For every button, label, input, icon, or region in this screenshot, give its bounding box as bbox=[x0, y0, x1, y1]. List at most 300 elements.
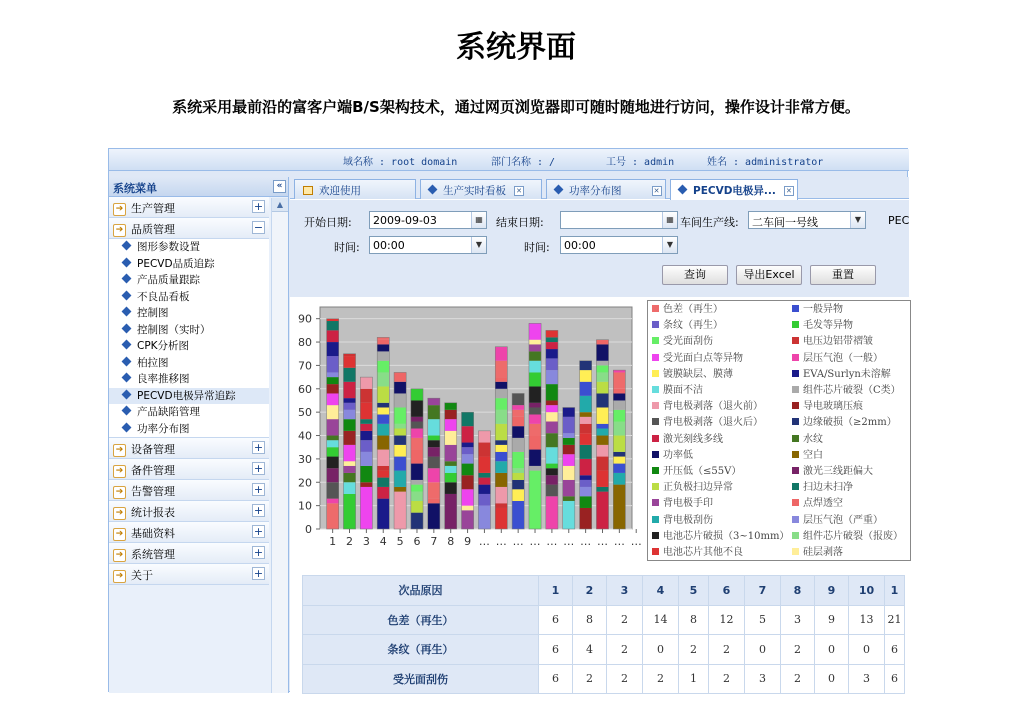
bar-segment bbox=[563, 433, 575, 438]
x-tick-label: 7 bbox=[430, 535, 438, 548]
arrow-right-icon: ➔ bbox=[113, 444, 126, 457]
expand-icon[interactable]: + bbox=[253, 567, 264, 580]
bar-segment bbox=[580, 433, 592, 445]
bar-segment bbox=[512, 417, 524, 426]
bar-segment bbox=[546, 330, 558, 337]
menu-group-label: 系统管理 bbox=[131, 548, 175, 561]
bar-segment bbox=[411, 400, 423, 416]
bar-segment bbox=[327, 321, 339, 330]
bar-segment bbox=[563, 407, 575, 416]
expand-icon[interactable]: + bbox=[253, 200, 264, 213]
bar-segment bbox=[394, 372, 406, 381]
bar-segment bbox=[529, 344, 541, 351]
row-label: 受光面刮伤 bbox=[303, 664, 539, 694]
table-col-header: 1 bbox=[885, 576, 905, 606]
table-cell: 5 bbox=[745, 605, 781, 635]
bar-segment bbox=[343, 419, 355, 431]
bar-segment bbox=[327, 384, 339, 393]
bar-segment bbox=[529, 466, 541, 471]
bar-segment bbox=[360, 424, 372, 431]
legend-label: 条纹（再生） bbox=[663, 320, 723, 332]
dept-info: 部门名称 : / bbox=[491, 157, 556, 168]
submenu-item-label: 控制图（实时） bbox=[137, 323, 211, 336]
bar-segment bbox=[428, 482, 440, 498]
bar-segment bbox=[546, 370, 558, 384]
legend-label: 受光面刮伤 bbox=[663, 336, 713, 348]
bar-segment bbox=[495, 347, 507, 361]
table-col-header: 8 bbox=[781, 576, 815, 606]
table-cell: 14 bbox=[643, 605, 679, 635]
y-tick-label: 10 bbox=[298, 499, 312, 513]
bar-segment bbox=[512, 410, 524, 417]
submenu-item[interactable] bbox=[109, 388, 269, 405]
bar-segment bbox=[495, 424, 507, 440]
bar-segment bbox=[478, 431, 490, 443]
bar-segment bbox=[596, 436, 608, 445]
expand-icon[interactable]: + bbox=[253, 546, 264, 559]
arrow-right-icon: ➔ bbox=[113, 570, 126, 583]
legend-swatch bbox=[792, 451, 799, 458]
legend-swatch bbox=[652, 532, 659, 539]
menu-group-label: 备件管理 bbox=[131, 464, 175, 477]
bar-segment bbox=[529, 361, 541, 373]
expand-icon[interactable]: + bbox=[253, 441, 264, 454]
table-row bbox=[303, 635, 905, 665]
bar-segment bbox=[495, 389, 507, 398]
table-cell: 2 bbox=[781, 664, 815, 694]
legend-label: 组件芯片破裂（C类） bbox=[803, 385, 901, 396]
bar-segment bbox=[613, 464, 625, 473]
bar-segment bbox=[343, 431, 355, 445]
bar-segment bbox=[343, 494, 355, 529]
x-tick-label: … bbox=[529, 535, 541, 548]
bar-segment bbox=[580, 508, 592, 529]
table-cell: 2 bbox=[709, 635, 745, 665]
legend-swatch bbox=[792, 321, 799, 328]
menu-group[interactable] bbox=[109, 501, 269, 522]
bar-segment bbox=[360, 487, 372, 529]
bar-segment bbox=[580, 417, 592, 424]
end-date-field[interactable] bbox=[560, 211, 678, 229]
bar-segment bbox=[461, 475, 473, 489]
submenu-item[interactable] bbox=[109, 289, 269, 306]
table-cell: 6 bbox=[885, 635, 905, 665]
bar-segment bbox=[478, 478, 490, 485]
bar-segment bbox=[377, 436, 389, 450]
table-cell: 0 bbox=[815, 664, 849, 694]
legend-label: 导电玻璃压痕 bbox=[803, 401, 863, 413]
bar-segment bbox=[428, 440, 440, 447]
bar-segment bbox=[580, 487, 592, 496]
submenu-item-label: 控制图 bbox=[137, 307, 169, 319]
bar-segment bbox=[343, 410, 355, 419]
query-button[interactable]: 查询 bbox=[662, 265, 728, 285]
legend-entry bbox=[792, 383, 901, 399]
table-row bbox=[303, 605, 905, 635]
sidebar-header bbox=[109, 177, 288, 197]
legend-entry bbox=[652, 496, 713, 512]
bar-segment bbox=[360, 452, 372, 466]
close-icon[interactable]: ✕ bbox=[514, 186, 524, 196]
legend-entry bbox=[792, 480, 853, 496]
x-tick-label: … bbox=[478, 535, 490, 548]
legend-entry bbox=[792, 351, 883, 367]
bar-segment bbox=[478, 457, 490, 473]
table-cell: 2 bbox=[607, 635, 643, 665]
domain-info: 域名称 : root domain bbox=[343, 157, 458, 168]
legend-swatch bbox=[792, 467, 799, 474]
menu-group[interactable] bbox=[109, 218, 269, 239]
expand-icon[interactable]: + bbox=[253, 483, 264, 496]
bar-segment bbox=[512, 473, 524, 480]
chevron-down-icon[interactable]: ▼ bbox=[471, 237, 486, 253]
defect-table-wrap bbox=[302, 575, 909, 693]
bar-segment bbox=[411, 480, 423, 485]
chevron-down-icon[interactable]: ▼ bbox=[850, 212, 865, 228]
collapse-sidebar-icon[interactable]: « bbox=[273, 180, 286, 193]
legend-label: 硅层剥落 bbox=[803, 547, 843, 558]
bar-segment bbox=[529, 450, 541, 466]
bar-segment bbox=[327, 503, 339, 529]
table-cell: 21 bbox=[885, 605, 905, 635]
submenu-item[interactable] bbox=[109, 371, 269, 388]
x-tick-label: … bbox=[580, 535, 592, 548]
legend-swatch bbox=[652, 321, 659, 328]
main-panel bbox=[290, 177, 909, 693]
bar-segment bbox=[495, 503, 507, 508]
table-col-header: 1 bbox=[539, 576, 573, 606]
bar-segment bbox=[546, 496, 558, 529]
bar-segment bbox=[394, 492, 406, 529]
bar-segment bbox=[613, 452, 625, 457]
legend-entry bbox=[792, 529, 903, 545]
start-time-select[interactable] bbox=[369, 236, 487, 254]
bar-segment bbox=[327, 436, 339, 441]
submenu-item[interactable] bbox=[109, 338, 269, 355]
submenu-item-label: 良率推移图 bbox=[137, 373, 190, 385]
legend-swatch bbox=[792, 499, 799, 506]
bar-segment bbox=[411, 417, 423, 422]
bar-segment bbox=[580, 459, 592, 475]
legend-swatch bbox=[792, 386, 799, 393]
table-cell: 2 bbox=[709, 664, 745, 694]
legend-entry bbox=[652, 318, 723, 334]
legend-label: 背电极剥落（退火后） bbox=[663, 417, 763, 429]
legend-label: EVA/Surlyn未溶解 bbox=[803, 368, 891, 380]
legend-label: 水纹 bbox=[803, 433, 823, 445]
submenu-item[interactable] bbox=[109, 305, 269, 322]
arrow-right-icon: ➔ bbox=[113, 549, 126, 562]
table-col-header: 2 bbox=[573, 576, 607, 606]
legend-entry bbox=[792, 545, 843, 561]
table-corner: 次品原因 bbox=[303, 576, 539, 606]
table-cell: 2 bbox=[573, 664, 607, 694]
bar-segment bbox=[596, 424, 608, 429]
bar-segment bbox=[377, 372, 389, 386]
bar-segment bbox=[613, 410, 625, 422]
bar-segment bbox=[411, 513, 423, 529]
legend-swatch bbox=[652, 516, 659, 523]
legend-label: 激光刻线多线 bbox=[663, 433, 723, 445]
sidebar bbox=[109, 177, 289, 693]
sidebar-scrollbar[interactable] bbox=[271, 198, 288, 693]
bar-segment bbox=[495, 377, 507, 382]
legend-entry bbox=[652, 545, 743, 561]
bar-segment bbox=[529, 436, 541, 450]
calendar-icon[interactable]: ▦ bbox=[471, 212, 486, 228]
bar-segment bbox=[596, 372, 608, 381]
bar-segment bbox=[394, 393, 406, 407]
bar-segment bbox=[512, 452, 524, 468]
x-tick-label: 6 bbox=[413, 535, 421, 548]
bar-segment bbox=[596, 457, 608, 471]
menu-group[interactable] bbox=[109, 197, 269, 218]
expand-icon[interactable]: + bbox=[253, 504, 264, 517]
close-icon[interactable]: ✕ bbox=[652, 186, 662, 196]
bar-segment bbox=[394, 445, 406, 457]
legend-swatch bbox=[652, 418, 659, 425]
bar-segment bbox=[461, 489, 473, 505]
stacked-bar-chart bbox=[290, 297, 640, 569]
bar-segment bbox=[596, 382, 608, 394]
bar-segment bbox=[411, 485, 423, 492]
bar-segment bbox=[428, 419, 440, 435]
bar-segment bbox=[495, 445, 507, 452]
bar-segment bbox=[478, 443, 490, 457]
scroll-up-icon[interactable]: ▲ bbox=[272, 198, 288, 212]
table-cell: 8 bbox=[679, 605, 709, 635]
home-icon bbox=[303, 186, 313, 195]
bar-segment bbox=[613, 422, 625, 436]
tab-power-distribution[interactable] bbox=[546, 179, 666, 199]
reset-button[interactable]: 重置 bbox=[810, 265, 876, 285]
tab-realtime-board[interactable] bbox=[420, 179, 542, 199]
legend-swatch bbox=[652, 451, 659, 458]
diamond-icon bbox=[122, 406, 132, 416]
bar-segment bbox=[596, 429, 608, 436]
bar-segment bbox=[563, 438, 575, 445]
bar-segment bbox=[546, 447, 558, 463]
table-cell: 4 bbox=[573, 635, 607, 665]
bar-segment bbox=[580, 382, 592, 396]
export-excel-button[interactable]: 导出Excel bbox=[736, 265, 802, 285]
submenu-item-label: 柏拉图 bbox=[137, 356, 169, 369]
x-tick-label: 4 bbox=[379, 535, 387, 548]
legend-swatch bbox=[792, 337, 799, 344]
bar-segment bbox=[461, 510, 473, 529]
bar-segment bbox=[546, 349, 558, 358]
bar-segment bbox=[377, 471, 389, 478]
bar-segment bbox=[343, 466, 355, 473]
bar-segment bbox=[394, 471, 406, 487]
bar-segment bbox=[529, 351, 541, 360]
bar-segment bbox=[461, 464, 473, 476]
menu-group[interactable] bbox=[109, 522, 269, 543]
legend-label: 背电极剥落（退火前） bbox=[663, 401, 763, 413]
submenu-item[interactable] bbox=[109, 322, 269, 339]
x-tick-label: … bbox=[495, 535, 507, 548]
bar-segment bbox=[596, 492, 608, 529]
bar-segment bbox=[411, 492, 423, 501]
tab-label: 功率分布图 bbox=[569, 185, 622, 197]
table-cell: 9 bbox=[815, 605, 849, 635]
user-name-info: 姓名 : administrator bbox=[707, 157, 824, 168]
bar-segment bbox=[546, 468, 558, 475]
table-cell: 12 bbox=[709, 605, 745, 635]
x-tick-label: … bbox=[563, 535, 575, 548]
line-label: 车间生产线: bbox=[680, 216, 739, 229]
bar-segment bbox=[343, 473, 355, 482]
collapse-icon[interactable]: − bbox=[253, 221, 264, 234]
diamond-icon bbox=[678, 185, 688, 195]
bar-segment bbox=[495, 440, 507, 445]
filter-form bbox=[290, 200, 909, 297]
legend-swatch bbox=[652, 386, 659, 393]
legend-label: 电池芯片破损（3~10mm） bbox=[663, 530, 790, 542]
start-date-field[interactable] bbox=[369, 211, 487, 229]
legend-label: 背电极手印 bbox=[663, 498, 713, 510]
row-label: 条纹（再生） bbox=[303, 635, 539, 665]
bar-segment bbox=[327, 356, 339, 372]
bar-segment bbox=[546, 412, 558, 421]
bar-segment bbox=[377, 386, 389, 402]
bar-segment bbox=[563, 466, 575, 480]
legend-swatch bbox=[792, 532, 799, 539]
bar-segment bbox=[529, 407, 541, 414]
bar-segment bbox=[546, 384, 558, 400]
bar-segment bbox=[343, 445, 355, 461]
bar-segment bbox=[327, 342, 339, 356]
legend-swatch bbox=[652, 354, 659, 361]
bar-segment bbox=[529, 424, 541, 436]
chart-area bbox=[290, 297, 909, 573]
bar-segment bbox=[495, 461, 507, 473]
x-tick-label: 2 bbox=[346, 535, 354, 548]
menu-group-label: 告警管理 bbox=[131, 485, 175, 498]
bar-segment bbox=[394, 487, 406, 492]
bar-segment bbox=[495, 452, 507, 461]
table-cell: 6 bbox=[539, 605, 573, 635]
menu-group[interactable] bbox=[109, 459, 269, 480]
submenu-item[interactable] bbox=[109, 256, 269, 273]
submenu-item[interactable] bbox=[109, 239, 269, 256]
bar-segment bbox=[394, 382, 406, 394]
bar-segment bbox=[377, 499, 389, 529]
submenu-item[interactable] bbox=[109, 272, 269, 289]
bar-segment bbox=[529, 403, 541, 408]
production-line-value: 二车间一号线 bbox=[752, 216, 818, 229]
production-line-select[interactable] bbox=[748, 211, 866, 229]
tab-pecvd-electrode[interactable] bbox=[670, 179, 798, 200]
bar-segment bbox=[394, 457, 406, 471]
close-icon[interactable]: ✕ bbox=[784, 186, 794, 196]
table-col-header: 4 bbox=[643, 576, 679, 606]
bar-segment bbox=[563, 445, 575, 454]
bar-segment bbox=[360, 377, 372, 389]
bar-segment bbox=[445, 403, 457, 410]
table-col-header: 3 bbox=[607, 576, 643, 606]
expand-icon[interactable]: + bbox=[253, 462, 264, 475]
bar-segment bbox=[360, 431, 372, 440]
x-tick-label: 1 bbox=[329, 535, 337, 548]
table-cell: 6 bbox=[539, 635, 573, 665]
bar-segment bbox=[327, 499, 339, 504]
bar-segment bbox=[495, 410, 507, 424]
expand-icon[interactable]: + bbox=[253, 525, 264, 538]
bar-segment bbox=[360, 419, 372, 424]
table-cell: 0 bbox=[815, 635, 849, 665]
calendar-icon[interactable]: ▦ bbox=[662, 212, 677, 228]
chevron-down-icon[interactable]: ▼ bbox=[662, 237, 677, 253]
bar-segment bbox=[411, 438, 423, 450]
bar-segment bbox=[596, 365, 608, 372]
bar-segment bbox=[596, 344, 608, 360]
legend-label: 受光面白点等异物 bbox=[663, 352, 743, 364]
bar-segment bbox=[428, 499, 440, 504]
legend-entry bbox=[792, 513, 883, 529]
menu-group-label: 设备管理 bbox=[131, 443, 175, 456]
bar-segment bbox=[580, 370, 592, 382]
arrow-right-icon: ➔ bbox=[113, 486, 126, 499]
time-label-1: 时间: bbox=[334, 241, 360, 254]
bar-segment bbox=[343, 354, 355, 356]
table-row bbox=[303, 664, 905, 694]
bar-segment bbox=[512, 393, 524, 405]
legend-swatch bbox=[792, 516, 799, 523]
bar-segment bbox=[377, 351, 389, 360]
submenu-item[interactable] bbox=[109, 421, 269, 438]
legend-label: 电池芯片其他不良 bbox=[663, 547, 743, 558]
bar-segment bbox=[327, 468, 339, 482]
tab-label: PECVD电极异... bbox=[693, 185, 776, 197]
submenu-item[interactable] bbox=[109, 404, 269, 421]
table-cell: 0 bbox=[643, 635, 679, 665]
submenu-item-label: 功率分布图 bbox=[137, 422, 190, 435]
bar-segment bbox=[495, 487, 507, 503]
legend-entry bbox=[652, 415, 763, 431]
table-cell: 6 bbox=[539, 664, 573, 694]
bar-segment bbox=[394, 407, 406, 423]
menu-group[interactable] bbox=[109, 480, 269, 501]
submenu-item-label: 图形参数设置 bbox=[137, 241, 200, 253]
end-date-label: 结束日期: bbox=[496, 216, 544, 229]
legend-entry bbox=[792, 318, 853, 334]
submenu-item-label: 产品质量跟踪 bbox=[137, 274, 200, 286]
tab-welcome[interactable] bbox=[294, 179, 416, 199]
legend-entry bbox=[792, 496, 843, 512]
legend-label: 正负极扫边异常 bbox=[663, 482, 733, 494]
bar-segment bbox=[445, 473, 457, 482]
bar-segment bbox=[411, 389, 423, 401]
end-time-select[interactable] bbox=[560, 236, 678, 254]
legend-label: 组件芯片破裂（报废） bbox=[803, 530, 903, 542]
menu-group[interactable] bbox=[109, 543, 269, 564]
chart-legend bbox=[647, 300, 911, 561]
menu-group[interactable] bbox=[109, 438, 269, 459]
y-tick-label: 40 bbox=[298, 429, 312, 443]
table-cell: 2 bbox=[679, 635, 709, 665]
legend-entry bbox=[652, 432, 723, 448]
bar-segment bbox=[512, 489, 524, 501]
table-cell: 2 bbox=[607, 605, 643, 635]
bar-segment bbox=[546, 337, 558, 342]
legend-swatch bbox=[652, 499, 659, 506]
menu-group[interactable] bbox=[109, 564, 269, 585]
bar-segment bbox=[327, 377, 339, 384]
bar-segment bbox=[495, 473, 507, 487]
submenu-item[interactable] bbox=[109, 355, 269, 372]
x-tick-label: … bbox=[596, 535, 608, 548]
